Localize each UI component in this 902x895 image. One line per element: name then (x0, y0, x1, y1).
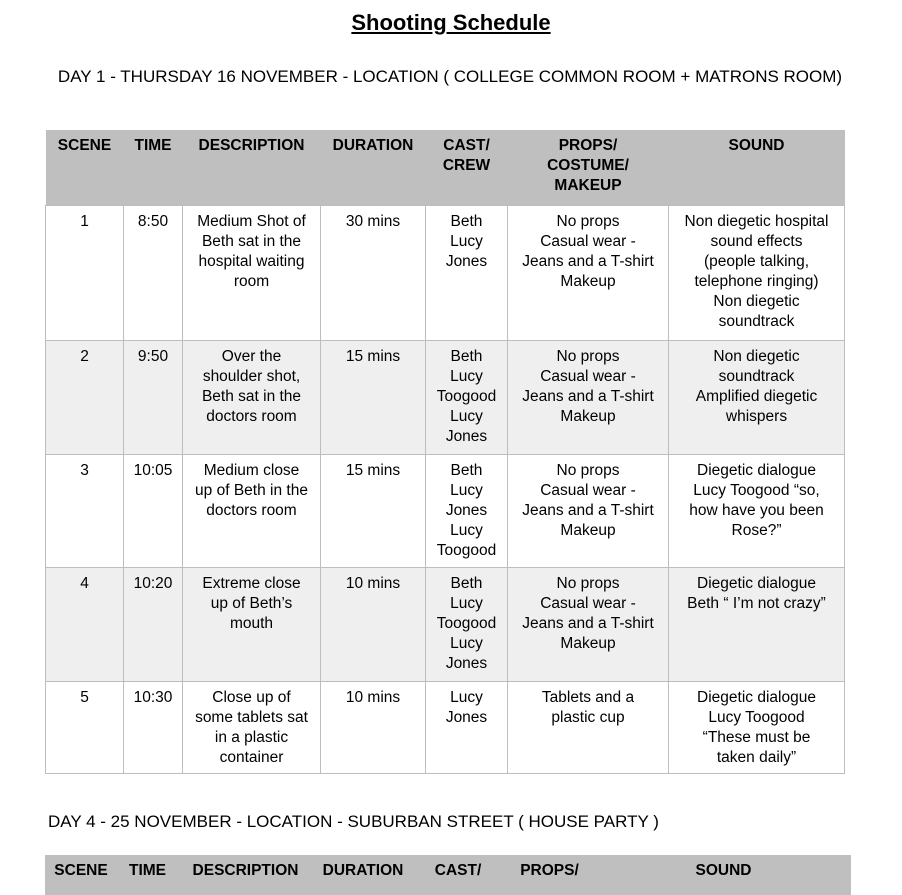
cell-sound: Diegetic dialogue Lucy Toogood “These must be taken daily” (669, 681, 845, 773)
cell-cast: Beth Lucy Toogood Lucy Jones (426, 340, 508, 454)
cell-props: No props Casual wear - Jeans and a T-shirt Makeup (508, 567, 669, 681)
cell-props: No props Casual wear - Jeans and a T-shirt Makeup (508, 205, 669, 340)
header-duration: DURATION (321, 130, 426, 205)
day1-schedule-table (45, 130, 845, 774)
header-description: DESCRIPTION (183, 130, 321, 205)
day4-heading: DAY 4 - 25 NOVEMBER - LOCATION - SUBURBAN STREET ( HOUSE PARTY ) (48, 812, 659, 831)
cell-duration: 15 mins (321, 340, 426, 454)
table-header-row (46, 130, 845, 205)
cell-scene: 5 (46, 681, 124, 773)
table-row (46, 567, 845, 681)
cell-description: Over the shoulder shot, Beth sat in the doctors room (183, 340, 321, 454)
header-time: TIME (124, 130, 183, 205)
cell-cast: Lucy Jones (426, 681, 508, 773)
cell-duration: 30 mins (321, 205, 426, 340)
header-sound: SOUND (596, 855, 851, 895)
cell-sound: Diegetic dialogue Beth “ I’m not crazy” (669, 567, 845, 681)
cell-time: 10:05 (124, 454, 183, 567)
header-scene: SCENE (46, 130, 124, 205)
header-description: DESCRIPTION (178, 855, 313, 895)
cell-props: Tablets and a plastic cup (508, 681, 669, 773)
cell-scene: 4 (46, 567, 124, 681)
header-props: PROPS/ (503, 855, 596, 895)
day1-heading: DAY 1 - THURSDAY 16 NOVEMBER - LOCATION ( COLLEGE COMMON ROOM + MATRONS ROOM) (57, 67, 843, 86)
cell-cast: Beth Lucy Jones Lucy Toogood (426, 454, 508, 567)
cell-duration: 15 mins (321, 454, 426, 567)
cell-description: Medium Shot of Beth sat in the hospital waiting room (183, 205, 321, 340)
cell-duration: 10 mins (321, 681, 426, 773)
table-header-row (45, 855, 851, 895)
cell-sound: Non diegetic soundtrack Amplified diegetic whispers (669, 340, 845, 454)
table-row (46, 454, 845, 567)
header-cast-crew: CAST/ (413, 855, 503, 895)
cell-props: No props Casual wear - Jeans and a T-shirt Makeup (508, 340, 669, 454)
header-scene: SCENE (45, 855, 117, 895)
header-sound: SOUND (669, 130, 845, 205)
table-row (46, 340, 845, 454)
day4-schedule-table (45, 855, 851, 895)
cell-time: 10:20 (124, 567, 183, 681)
cell-scene: 3 (46, 454, 124, 567)
cell-sound: Diegetic dialogue Lucy Toogood “so, how have you been Rose?” (669, 454, 845, 567)
cell-sound: Non diegetic hospital sound effects (people talking, telephone ringing) Non diegetic soundtrack (669, 205, 845, 340)
table-row (46, 205, 845, 340)
cell-description: Medium close up of Beth in the doctors room (183, 454, 321, 567)
header-time: TIME (117, 855, 178, 895)
cell-props: No props Casual wear - Jeans and a T-shirt Makeup (508, 454, 669, 567)
cell-cast: Beth Lucy Toogood Lucy Jones (426, 567, 508, 681)
cell-description: Extreme close up of Beth’s mouth (183, 567, 321, 681)
cell-time: 10:30 (124, 681, 183, 773)
cell-scene: 2 (46, 340, 124, 454)
cell-duration: 10 mins (321, 567, 426, 681)
cell-description: Close up of some tablets sat in a plastic container (183, 681, 321, 773)
header-duration: DURATION (313, 855, 413, 895)
page-title: Shooting Schedule (351, 10, 551, 35)
table-row (46, 681, 845, 773)
header-props: PROPS/ COSTUME/ MAKEUP (508, 130, 669, 205)
cell-time: 8:50 (124, 205, 183, 340)
cell-scene: 1 (46, 205, 124, 340)
cell-cast: Beth Lucy Jones (426, 205, 508, 340)
cell-time: 9:50 (124, 340, 183, 454)
header-cast-crew: CAST/ CREW (426, 130, 508, 205)
